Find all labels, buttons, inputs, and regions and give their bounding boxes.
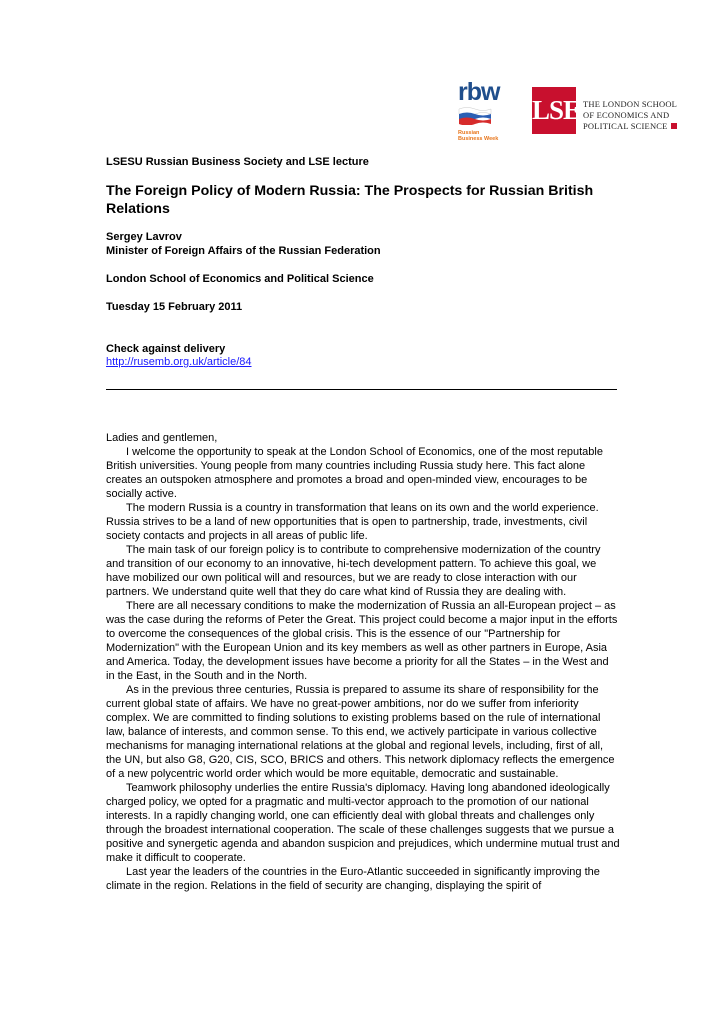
body-paragraph-6: Teamwork philosophy underlies the entire Russia's diplomacy. Having long abandoned ideologically charged policy, we opted for a pragmatic and multi-vector approach to the promotion of our national interests. In a rapidly changing world, one can efficiently deal with global threats and challenges only through the broadest international cooperation. The scale of these challenges suggests that we pursue a positive and synergetic agenda and abandon suspicion and prejudices, which undermine mutual trust and make it difficult to cooperate. (106, 782, 620, 864)
event-society-line: LSESU Russian Business Society and LSE lecture (106, 156, 369, 168)
venue: London School of Economics and Political Science (106, 273, 374, 285)
lse-logo-box: LSE (532, 87, 576, 134)
lse-name-line2: OF ECONOMICS AND (583, 110, 670, 120)
lse-name-line3: POLITICAL SCIENCE (583, 121, 668, 131)
lecture-date: Tuesday 15 February 2011 (106, 301, 243, 313)
lse-logo-name (583, 99, 677, 132)
body-paragraph-3: The main task of our foreign policy is to contribute to comprehensive modernization of the country and transition of our economy to an innovative, hi-tech development pattern. To achieve this goal, we have mobilized our own political will and resources, but we are ready to close interaction with our partners. We understand quite well that they do care what kind of Russia they are dealing with. (106, 544, 601, 598)
source-link[interactable]: http://rusemb.org.uk/article/84 (106, 356, 252, 368)
rbw-flag-icon (458, 107, 492, 125)
lse-square-icon (671, 123, 677, 129)
body-paragraph-5: As in the previous three centuries, Russia is prepared to assume its share of responsibility for the current global state of affairs. We have no great-power ambitions, nor do we suffer from inferiority complex. We are committed to finding solutions to existing problems based on the rule of international law, balance of interests, and common sense. To this end, we actively participate in various collective mechanisms for managing international relations at the global and regional levels, including, first of all, the UN, but also G8, G20, CIS, SCO, BRICS and others. This network diplomacy reflects the emergence of a new polycentric world order which would be more equitable, democratic and sustainable. (106, 684, 615, 780)
speech-body (106, 431, 620, 893)
body-paragraph-7: Last year the leaders of the countries in the Euro-Atlantic succeeded in significantly improving the climate in the region. Relations in the field of security are changing, displaying the spirit of (106, 866, 600, 892)
lse-name-line1: THE LONDON SCHOOL (583, 99, 678, 109)
horizontal-divider (106, 389, 617, 390)
rbw-caption-line2: Business Week (458, 136, 499, 142)
speaker-role: Minister of Foreign Affairs of the Russian Federation (106, 245, 381, 257)
rbw-logo-text: rbw (458, 78, 500, 106)
body-paragraph-2: The modern Russia is a country in transformation that leans on its own and the world experience. Russia strives to be a land of new opportunities that is open to partnership, trade, investments, civil society contacts and projects in all areas of public life. (106, 502, 599, 542)
lecture-title: The Foreign Policy of Modern Russia: The Prospects for Russian British Relations (106, 183, 594, 217)
speaker-name: Sergey Lavrov (106, 231, 182, 243)
greeting: Ladies and gentlemen, (106, 432, 218, 444)
rbw-caption-line1: Russian (458, 130, 480, 136)
lse-name-line3-wrap (583, 121, 677, 132)
body-paragraph-4: There are all necessary conditions to make the modernization of Russia an all-European project – as was the case during the reforms of Peter the Great. This project could become a major input in the efforts to overcome the consequences of the global crisis. This is the essence of our "Partnership for Modernization" with the European Union and its key members as well as other partners in Europe, Asia and America. Today, the development issues have become a priority for all the States – in the West and in the East, in the South and in the North. (106, 600, 618, 682)
body-paragraph-1: I welcome the opportunity to speak at the London School of Economics, one of the most reputable British universities. Young people from many countries including Russia study here. This fact alone creates an outspoken atmosphere and promotes a broad and open-minded view, encourages to be socially active. (106, 446, 603, 500)
check-against-delivery: Check against delivery (106, 343, 226, 355)
rbw-logo (458, 80, 520, 142)
